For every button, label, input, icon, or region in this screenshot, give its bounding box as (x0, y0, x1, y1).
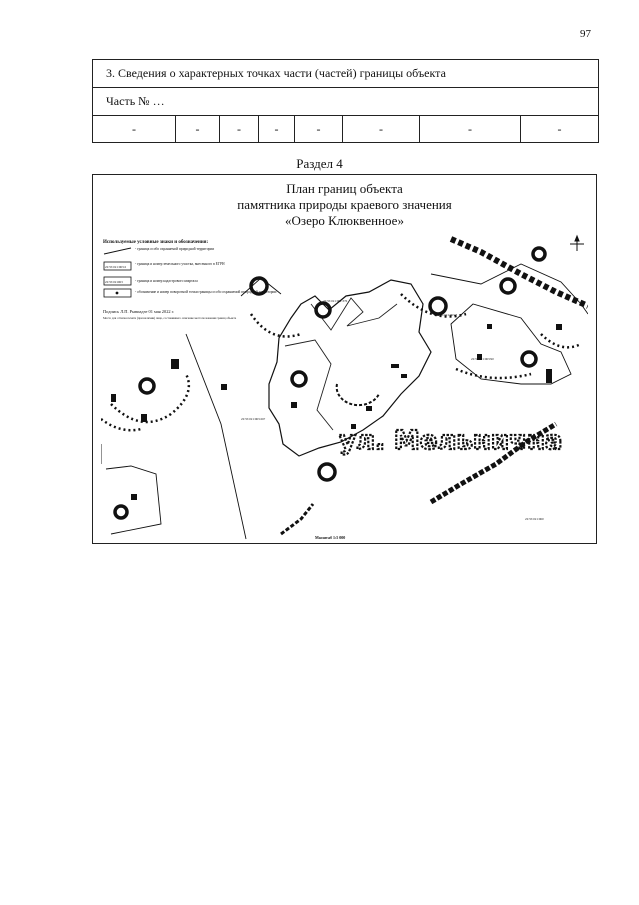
street-name-handwritten: ул. Мельнична (339, 426, 563, 456)
part-label: Часть № … (93, 88, 599, 116)
table-cell: - (176, 116, 220, 143)
table-row (93, 116, 599, 143)
map-structures (115, 248, 545, 518)
characteristic-points-table (92, 59, 599, 143)
legend-item: - обозначение и номер поворотной точки границы особо охраняемой природной территории (135, 290, 277, 294)
north-arrow-icon (570, 236, 584, 251)
signature-line: Подпись Л.П. Рывиадзе 01 мая 2022 г. (103, 309, 175, 314)
plan-title-line-3: «Озеро Клюквенное» (285, 213, 404, 228)
table-cell: - (93, 116, 176, 143)
legend-title: Используемые условные знаки и обозначения: (103, 240, 209, 245)
parcel-label: 22:55:021:061:376 (323, 299, 348, 303)
legend-item: - граница и номер кадастрового квартала (135, 279, 198, 283)
map-legend (103, 240, 276, 321)
parcel-label: 22:55:021:063:267 (241, 417, 266, 421)
legend-item: - граница и номер земельного участка, внесенного в ЕГРН (135, 262, 225, 266)
parcel-label: 22:55:021:060 (525, 517, 544, 521)
parcel-label: 22:55:021:063:90 (471, 357, 494, 361)
plan-title-line-1: План границ объекта (286, 181, 403, 196)
table-cell: - (220, 116, 259, 143)
table-cell: - (521, 116, 599, 143)
page-number: 97 (580, 28, 591, 40)
table-cell: - (259, 116, 295, 143)
boundary-plan-map (101, 234, 588, 542)
legend-item: - граница особо охраняемой природной территории (135, 247, 215, 251)
table-cell: - (295, 116, 343, 143)
signature-note: Место для оттиска печати (при наличии) лица, составившего описание местоположения границ объекта (103, 316, 237, 320)
map-scale: Масштаб 1:5 000 (315, 535, 346, 540)
legend-code: 22:55:021063 (105, 280, 123, 284)
table-cell: - (420, 116, 521, 143)
parcel-label: 22:55:021:063:7 (436, 313, 458, 317)
plan-title-line-2: памятника природы краевого значения (237, 197, 452, 212)
legend-code: 22:55:021:063:2 (105, 265, 127, 269)
table-cell: - (343, 116, 420, 143)
table-title: 3. Сведения о характерных точках части (частей) границы объекта (93, 60, 599, 88)
section-heading: Раздел 4 (296, 156, 343, 171)
